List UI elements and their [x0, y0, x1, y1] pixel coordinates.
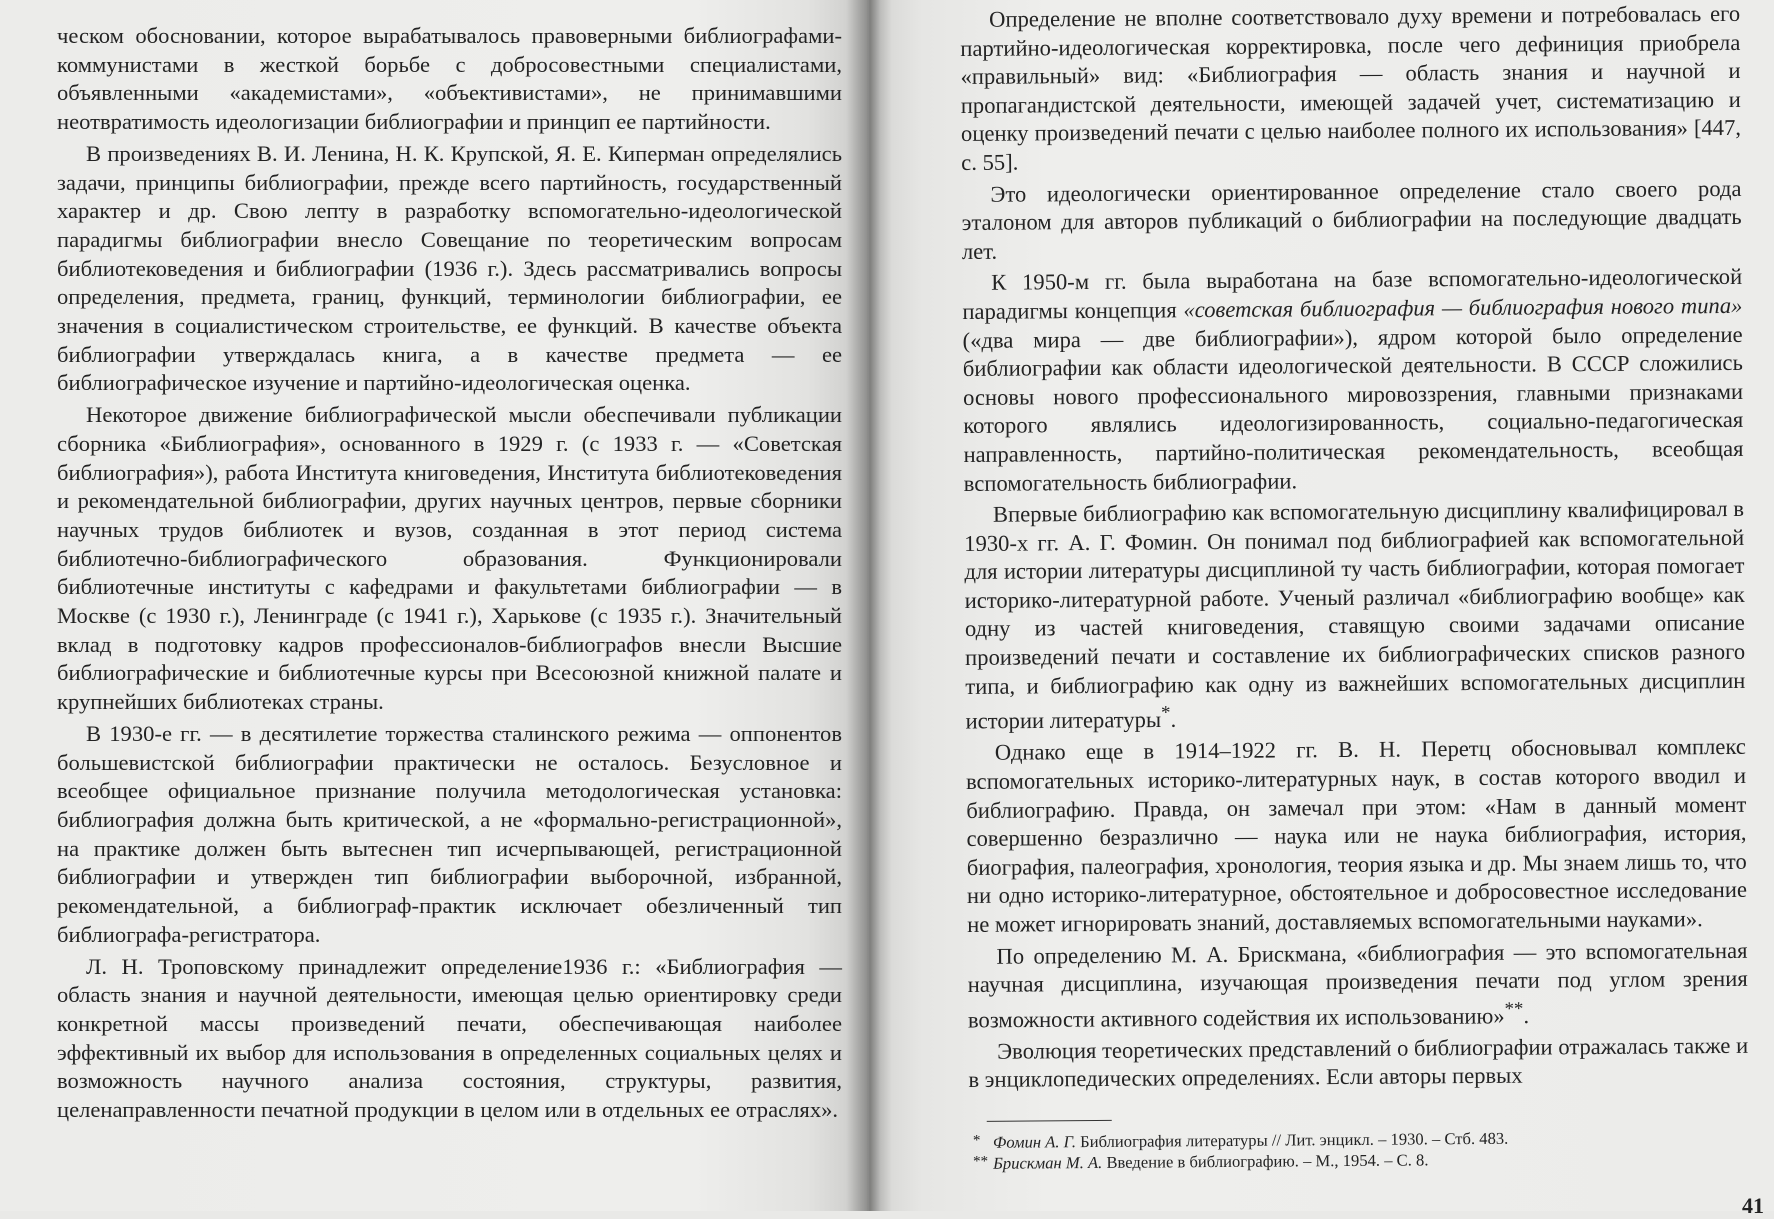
footnote-1-text: Библиография литературы // Лит. энцикл. – 1930. – Стб. 483.	[1075, 1128, 1509, 1152]
left-paragraph-1: ческом обосновании, которое вырабатывалось правоверными библиографами-коммунистами в жесткой борьбе с добросовестными специалистами, объявленными «академистами», «объективистами», не принимавшими неотвратимость идеологизации библиографии и принцип ее партийности.	[57, 23, 842, 135]
footnote-ref-1: *	[1160, 702, 1171, 724]
left-text-column	[57, 22, 842, 1128]
left-paragraph-4: В 1930-е гг. — в десятилетие торжества сталинского режима — оппонентов большевистской библиографии практически не осталось. Безусловное и всеобщее официальное признание получила методологическая установка: библиография должна быть критической, а не «формально-регистрационной», на практике должен быть вытеснен тип исчерпывающей, регистрационной библиографии и утвержден тип библиографии выборочной, избранной, рекомендательной, а библиограф-практик исключает обезличенный тип библиографа-регистратора.	[57, 720, 842, 947]
right-paragraph-7: Эволюция теоретических представлений о библиографии отражалась также и в энциклопедических определениях. Если авторы первых	[968, 1032, 1749, 1093]
left-paragraph-2: В произведениях В. И. Ленина, Н. К. Крупской, Я. Е. Киперман определялись задачи, принципы библиографии, прежде всего партийность, государственный характер и др. Свою лепту в разработку вспомогательно-идеологической парадигмы библиографии внесло Совещание по теоретическим вопросам библиотековедения и библиографии (1936 г.). Здесь рассматривались вопросы определения, предмета, границ, функций, терминологии библиографии, ее значения в социалистическом строительстве, ее функций. В качестве объекта библиографии утверждалась книга, а в качестве предмета — ее библиографическое изучение и партийно-идеологическая оценка.	[57, 140, 842, 396]
left-paragraph-5: Л. Н. Троповскому принадлежит определение1936 г.: «Библиография — область знания и научной деятельности, имеющая целью ориентировку среди конкретной массы произведений печати, обеспечивающая наиболее эффективный их выбор для использования в определенных социальных целях и возможность научного анализа состояния, структуры, развития, целенаправленности печатной продукции в целом или в отдельных ее отраслях».	[57, 953, 842, 1123]
right-paragraph-4-end: .	[1170, 707, 1177, 733]
left-paragraph-3: Некоторое движение библиографической мысли обеспечивали публикации сборника «Библиография», основанного в 1929 г. (с 1933 г. — «Советская библиография»), работа Института книговедения, Института библиотековедения и рекомендательной библиографии, других научных центров, первые сборники научных трудов библиотек и вузов, созданная в этот период система библиотечно-библиографического образования. Функционировали библиотечные институты с кафедрами и факультетами библиографии — в Москве (с 1930 г.), Ленинграде (с 1941 г.), Харькове (с 1935 г.). Значительный вклад в подготовку кадров профессионалов-библиографов внесли Высшие библиографические и библиотечные курсы при Всесоюзной книжной палате и крупнейших библиотеках страны.	[57, 402, 842, 715]
right-paragraph-4-text: Впервые библиографию как вспомогательную дисциплину квалифицировал в 1930-х гг. А. Г. Фомин. Он понимал под библиографией как вспомогательной для истории литературы дисциплиной ту часть библиографии, которая помогает историко-литературной работе. Ученый различал «библиографию вообще» как одну из частей книговедения, ставящую своими задачами описание произведений печати и составление их библиографических списков разного типа, и библиографию как одну из важнейших вспомогательных дисциплин истории литературы	[964, 495, 1746, 734]
right-text-column	[960, 0, 1749, 1174]
footnote-separator	[987, 1120, 1112, 1122]
right-paragraph-6-end: .	[1523, 1002, 1530, 1028]
right-paragraph-4	[964, 495, 1746, 736]
right-paragraph-3-italic: «советская библиография — библиография нового типа»	[1183, 292, 1743, 323]
footnote-2-author: Брискман М. А.	[993, 1152, 1103, 1173]
right-paragraph-3-start: К 1950-м гг. была выработана на базе вспомогательно-идеологической парадигмы концепция	[962, 264, 1743, 324]
footnote-2-mark: **	[973, 1153, 989, 1170]
footnote-1-author: Фомин А. Г.	[992, 1132, 1077, 1152]
right-paragraph-3	[962, 263, 1744, 498]
right-paragraph-6	[967, 936, 1748, 1034]
footnote-ref-2: **	[1504, 998, 1524, 1020]
book-gutter-shadow	[846, 0, 892, 1211]
right-paragraph-2: Это идеологически ориентированное определение стало своего рода эталоном для авторов публикаций о библиографии на последующие двадцать лет.	[961, 175, 1742, 264]
page-number: 41	[1742, 1193, 1764, 1218]
left-page	[0, 0, 868, 1211]
right-paragraph-3-end: («два мира — две библиографии»), ядром которой было определение библиографии как области идеологической деятельности. В СССР сложились основы нового профессионального мировоззрения, главными признаками которого являлись идеологизированность, социально-педагогическая направленность, партийно-политическая рекомендательность, всеобщая вспомогательность библиографии.	[962, 321, 1744, 496]
footnote-2-text: Введение в библиографию. – М., 1954. – С. 8.	[1102, 1150, 1429, 1172]
right-paragraph-6-text: По определению М. А. Брискмана, «библиография — это вспомогательная научная дисциплина, изучающая произведения печати под углом зрения возможности активного содействия их использованию»	[967, 937, 1748, 1033]
footnote-1-mark: *	[972, 1132, 981, 1149]
right-paragraph-1: Определение не вполне соответствовало духу времени и потребовалась его партийно-идеологическая корректировка, после чего дефиниция приобрела «правильный» вид: «Библиография — область знания и научной и пропагандистской деятельности, имеющей задачей учет, систематизацию и оценку произведений печати с целью наиболее полного их использования» [447, с. 55].	[960, 0, 1742, 175]
right-paragraph-5: Однако еще в 1914–1922 гг. В. Н. Перетц обосновывал комплекс вспомогательных историко-литературных наук, в состав которого вводил и библиографию. Правда, он замечал при этом: «Нам в данный момент совершенно безразлично — наука или не наука библиография, история, биография, палеография, хронология, теория языка и др. Мы знаем лишь то, что ни одно историко-литературное, обстоятельное и добросовестное исследование не может игнорировать знаний, доставляемых вспомогательными науками».	[965, 734, 1748, 937]
